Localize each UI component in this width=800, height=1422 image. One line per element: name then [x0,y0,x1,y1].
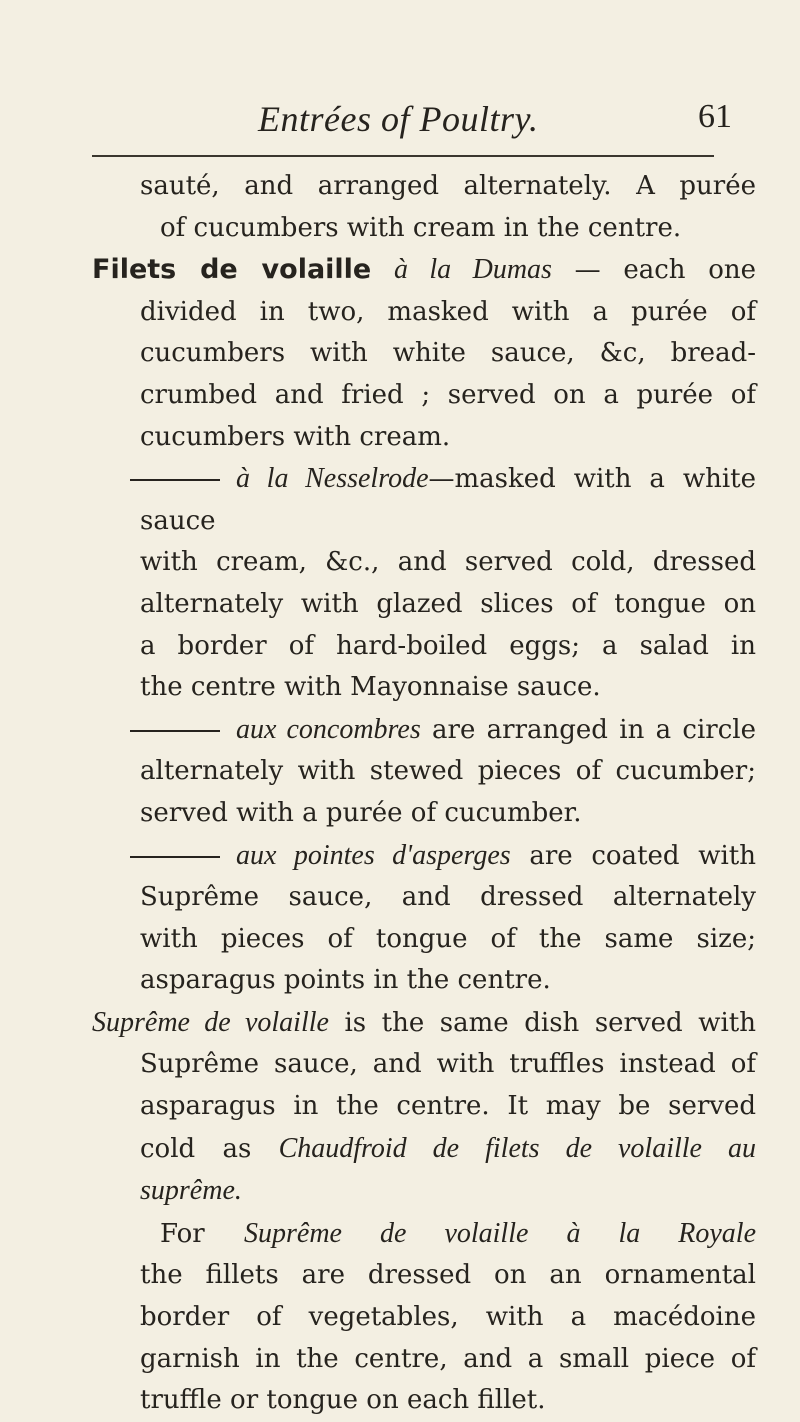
text-line [140,1128,756,1171]
entry-heading-line [92,249,756,292]
text-line: of cucumbers with cream in the centre. [160,212,682,243]
text-line: Suprême sauce, and dressed alternately [140,882,756,913]
entry-text: are coated with [529,840,756,871]
text-line: divided in two, masked with a purée of [140,296,756,327]
text-line: Suprême sauce, and with truffles instead of [140,1049,756,1080]
dish-name: suprême. [140,1175,242,1207]
page-body [92,166,757,1422]
text-fragment: For [160,1218,205,1249]
entry-text: are arranged in a circle [432,714,756,745]
text-line: sauté, and arranged alternately. A purée [140,171,756,201]
text-line: truffle or tongue on each fillet. [140,1385,546,1416]
text-line: a border of hard-boiled eggs; a salad in [140,630,756,661]
running-head [0,98,800,148]
text-fragment: cold as [140,1133,252,1164]
ditto-dash [130,479,220,481]
running-title: Entrées of Poultry. [258,99,539,139]
entry-heading-line [92,1002,756,1045]
entry-heading: Filets de volaille [92,254,372,286]
entry-heading-line [140,709,756,752]
entry-variant: à la Dumas [393,254,552,286]
entry-variant: à la Nesselrode [236,463,429,495]
entry-heading: Suprême de volaille [92,1006,329,1038]
text-line: alternately with stewed pieces of cucumber; [140,756,756,787]
header-rule [92,155,714,157]
text-line: the fillets are dressed on an ornamental [140,1260,756,1291]
dish-name: Chaudfroid de filets de volaille au [278,1132,756,1164]
ditto-dash [130,856,220,858]
text-line: cucumbers with white sauce, &c, bread- [140,338,756,369]
entry-variant: aux concombres [236,713,421,745]
entry-text: —masked with a white sauce [140,464,756,536]
page-number: 61 [698,98,732,135]
entry-heading-line [140,458,756,542]
ditto-dash [130,730,220,732]
text-line: garnish in the centre, and a small piece of [140,1343,756,1374]
dish-name: Suprême de volaille à la Royale [244,1217,757,1249]
text-line: asparagus points in the centre. [140,965,551,996]
text-line: served with a purée of cucumber. [140,797,582,828]
entry-heading-line [140,1213,756,1256]
text-line: with cream, &c., and served cold, dressed [140,547,756,578]
text-line: cucumbers with cream. [140,421,451,452]
text-line [140,1170,756,1213]
text-line: with pieces of tongue of the same size; [140,923,756,954]
text-line: the centre with Mayonnaise sauce. [140,672,601,703]
text-line: asparagus in the centre. It may be served [140,1091,756,1122]
text-line: crumbed and fried ; served on a purée of [140,379,756,410]
entry-text: is the same dish served with [344,1007,757,1038]
text-line: alternately with glazed slices of tongue on [140,588,756,619]
entry-variant: aux pointes d'asperges [236,839,511,871]
entry-text: — each one [574,255,757,286]
text-line: border of vegetables, with a macédoine [140,1302,756,1333]
entry-heading-line [140,835,756,878]
